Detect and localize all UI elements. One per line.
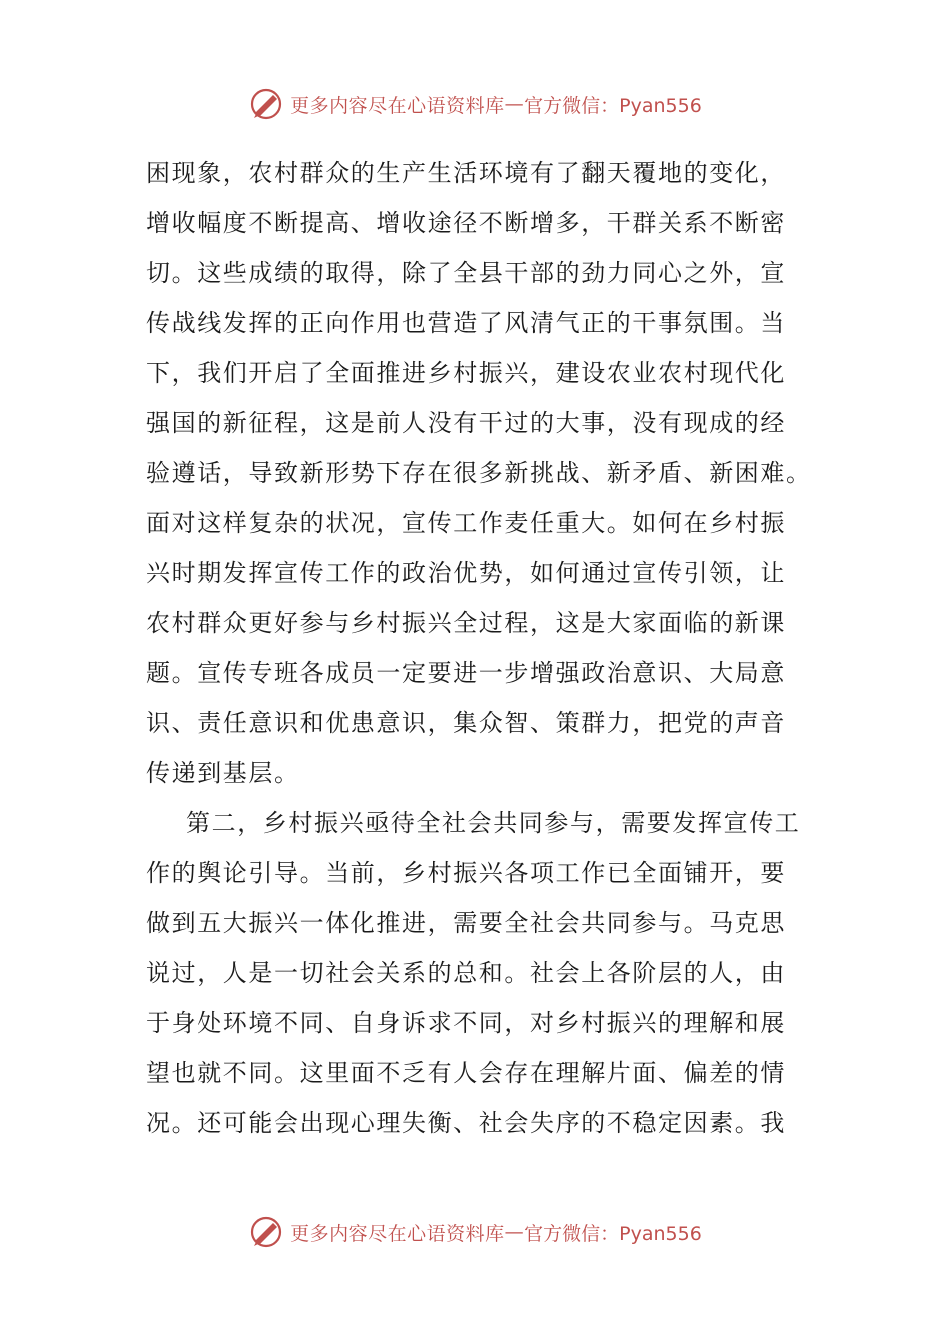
header-watermark (0, 84, 950, 124)
body-line: 望也就不同。这里面不乏有人会存在理解片面、偏差的情 (146, 1059, 786, 1087)
body-line: 兴时期发挥宣传工作的政治优势，如何通过宣传引领，让 (146, 559, 786, 587)
watermark-main-text: 更多内容尽在心语资料库 (290, 1222, 505, 1245)
watermark-wechat-text: 官方微信：Pyan556 (524, 94, 702, 117)
body-line: 困现象，农村群众的生产生活环境有了翻天覆地的变化， (146, 159, 786, 187)
body-line: 于身处环境不同、自身诉求不同，对乡村振兴的理解和展 (146, 1009, 786, 1037)
body-line: 传递到基层。 (146, 759, 300, 787)
body-line: 验遵话，导致新形势下存在很多新挑战、新矛盾、新困难。 (146, 459, 812, 487)
watermark-wechat-text: 官方微信：Pyan556 (524, 1222, 702, 1245)
body-line: 题。宣传专班各成员一定要进一步增强政治意识、大局意 (146, 659, 786, 687)
body-line: 强国的新征程，这是前人没有干过的大事，没有现成的经 (146, 409, 786, 437)
body-line: 下，我们开启了全面推进乡村振兴，建设农业农村现代化 (146, 359, 786, 387)
body-line: 切。这些成绩的取得，除了全县干部的劲力同心之外，宣 (146, 259, 786, 287)
body-line: 第二，乡村振兴亟待全社会共同参与，需要发挥宣传工 (186, 809, 801, 837)
body-line: 做到五大振兴一体化推进，需要全社会共同参与。马克思 (146, 909, 786, 937)
body-line: 面对这样复杂的状况，宣传工作麦任重大。如何在乡村振 (146, 509, 786, 537)
pen-circle-logo-icon (248, 1214, 284, 1250)
body-line: 识、责任意识和优患意识，集众智、策群力，把党的声音 (146, 709, 786, 737)
watermark-separator: — (504, 1221, 525, 1243)
body-line: 增收幅度不断提高、增收途径不断增多，干群关系不断密 (146, 209, 786, 237)
body-line: 况。还可能会出现心理失衡、社会失序的不稳定因素。我 (146, 1109, 786, 1137)
watermark-main-text: 更多内容尽在心语资料库 (290, 94, 505, 117)
body-line: 说过，人是一切社会关系的总和。社会上各阶层的人，由 (146, 959, 786, 987)
footer-watermark (0, 1212, 950, 1252)
pen-circle-logo-icon (248, 86, 284, 122)
body-line: 作的舆论引导。当前，乡村振兴各项工作已全面铺开，要 (146, 859, 786, 887)
watermark-separator: — (504, 93, 525, 115)
body-line: 农村群众更好参与乡村振兴全过程，这是大家面临的新课 (146, 609, 786, 637)
body-line: 传战线发挥的正向作用也营造了风清气正的干事氛围。当 (146, 309, 786, 337)
